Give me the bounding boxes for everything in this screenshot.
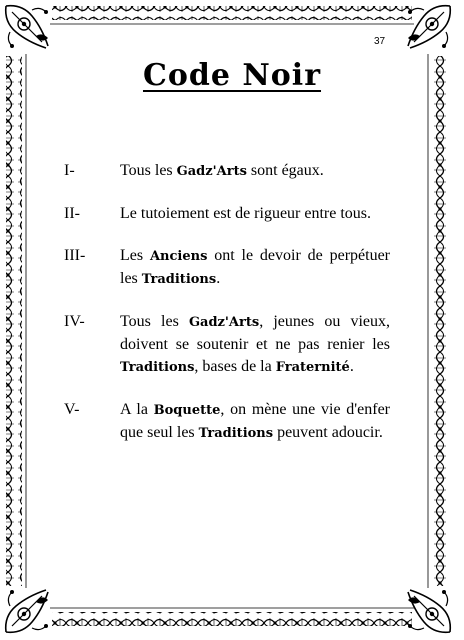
gothic-term: Boquette — [153, 403, 221, 418]
rule-number: V- — [64, 401, 80, 418]
page-title: Code Noir — [142, 58, 322, 93]
rule-text — [120, 160, 390, 183]
rule-text-part: Les — [120, 247, 150, 264]
rule-item — [64, 160, 390, 183]
gothic-term: Fraternité — [275, 360, 350, 375]
rule-text-part: peuvent adoucir. — [273, 424, 383, 441]
rule-text-part: Tous les — [120, 162, 177, 179]
gothic-term: Gadz'Arts — [176, 164, 247, 179]
rule-text-part: , bases de la — [194, 358, 276, 375]
rule-text-part: . — [216, 270, 221, 287]
rule-text-part: sont égaux. — [246, 162, 324, 179]
rule-text — [120, 245, 390, 291]
rules-list — [64, 160, 390, 465]
rule-item — [64, 203, 390, 225]
rule-text-part: , jeunes ou vieux, doivent se soutenir et ne pas renier les — [120, 313, 391, 353]
rule-text-part: ont le devoir de perpétuer les — [120, 247, 390, 287]
rule-item — [64, 399, 390, 445]
rule-text-part: Le tutoiement est de rigueur entre tous. — [120, 205, 372, 222]
rule-number: III- — [64, 247, 86, 264]
gothic-term: Anciens — [149, 249, 208, 264]
rule-item — [64, 311, 390, 379]
rule-text-part: A la — [120, 401, 154, 418]
rule-number: II- — [64, 205, 80, 222]
rule-item — [64, 245, 390, 291]
gothic-term: Traditions — [141, 272, 217, 287]
rule-text — [120, 311, 390, 379]
rule-text — [120, 399, 390, 445]
rule-text — [120, 203, 390, 225]
gothic-term: Traditions — [198, 426, 274, 441]
gothic-term: Traditions — [120, 360, 195, 375]
rule-number: IV- — [64, 313, 85, 330]
rule-number: I- — [64, 162, 75, 179]
page-number: 37 — [374, 36, 386, 47]
rule-text-part: Tous les — [120, 313, 189, 330]
rule-text-part: . — [349, 358, 354, 375]
rule-text-part: , on mène une vie d'enfer que seul les — [120, 401, 390, 441]
gothic-term: Gadz'Arts — [188, 315, 260, 330]
